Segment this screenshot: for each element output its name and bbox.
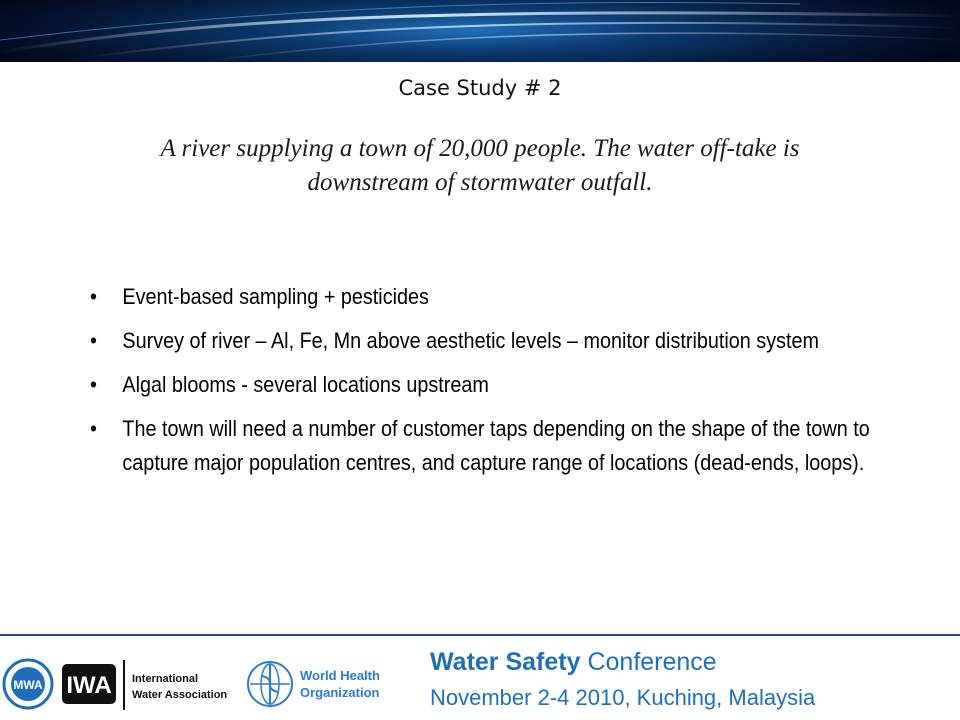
partner-logos bbox=[0, 640, 420, 720]
svg-text:MWA: MWA bbox=[13, 678, 43, 692]
bullet-text: Algal blooms - several locations upstream bbox=[122, 372, 489, 397]
svg-text:Water Association: Water Association bbox=[132, 689, 228, 701]
subtitle-line-2: downstream of stormwater outfall. bbox=[307, 169, 653, 196]
conference-title-rest: Conference bbox=[580, 648, 717, 676]
bullet-item bbox=[90, 324, 896, 358]
bullet-item bbox=[90, 368, 896, 402]
bullet-dot: • bbox=[90, 372, 97, 397]
banner-light-streaks bbox=[0, 0, 960, 62]
bullet-dot: • bbox=[90, 284, 97, 309]
svg-text:Organization: Organization bbox=[300, 685, 380, 700]
svg-text:World Health: World Health bbox=[300, 668, 380, 683]
conference-title bbox=[430, 648, 717, 677]
slide-subtitle bbox=[70, 132, 890, 200]
footer-divider bbox=[0, 634, 960, 636]
bullet-text: Event-based sampling + pesticides bbox=[122, 284, 429, 309]
bullet-dot: • bbox=[90, 416, 97, 441]
conference-title-bold: Water Safety bbox=[430, 648, 581, 676]
header-banner bbox=[0, 0, 960, 62]
slide-title: Case Study # 2 bbox=[398, 76, 562, 100]
conference-date: November 2-4 2010, Kuching, Malaysia bbox=[430, 685, 816, 710]
bullet-dot: • bbox=[90, 328, 97, 353]
bullet-text: Survey of river – Al, Fe, Mn above aesthetic levels – monitor distribution system bbox=[122, 328, 819, 353]
bullet-item bbox=[90, 280, 896, 314]
bullet-text: The town will need a number of customer taps depending on the shape of the town to capture major population centres, and capture range of locations (dead-ends, loops). bbox=[122, 416, 870, 475]
subtitle-line-1: A river supplying a town of 20,000 people. The water off-take is bbox=[160, 135, 800, 162]
svg-text:International: International bbox=[132, 673, 199, 685]
svg-text:IWA: IWA bbox=[66, 672, 112, 699]
iwa-logo bbox=[62, 660, 227, 710]
bullet-list bbox=[90, 280, 890, 490]
bullet-item bbox=[90, 412, 896, 480]
mwa-seal-logo bbox=[4, 660, 52, 708]
who-logo bbox=[248, 662, 380, 706]
